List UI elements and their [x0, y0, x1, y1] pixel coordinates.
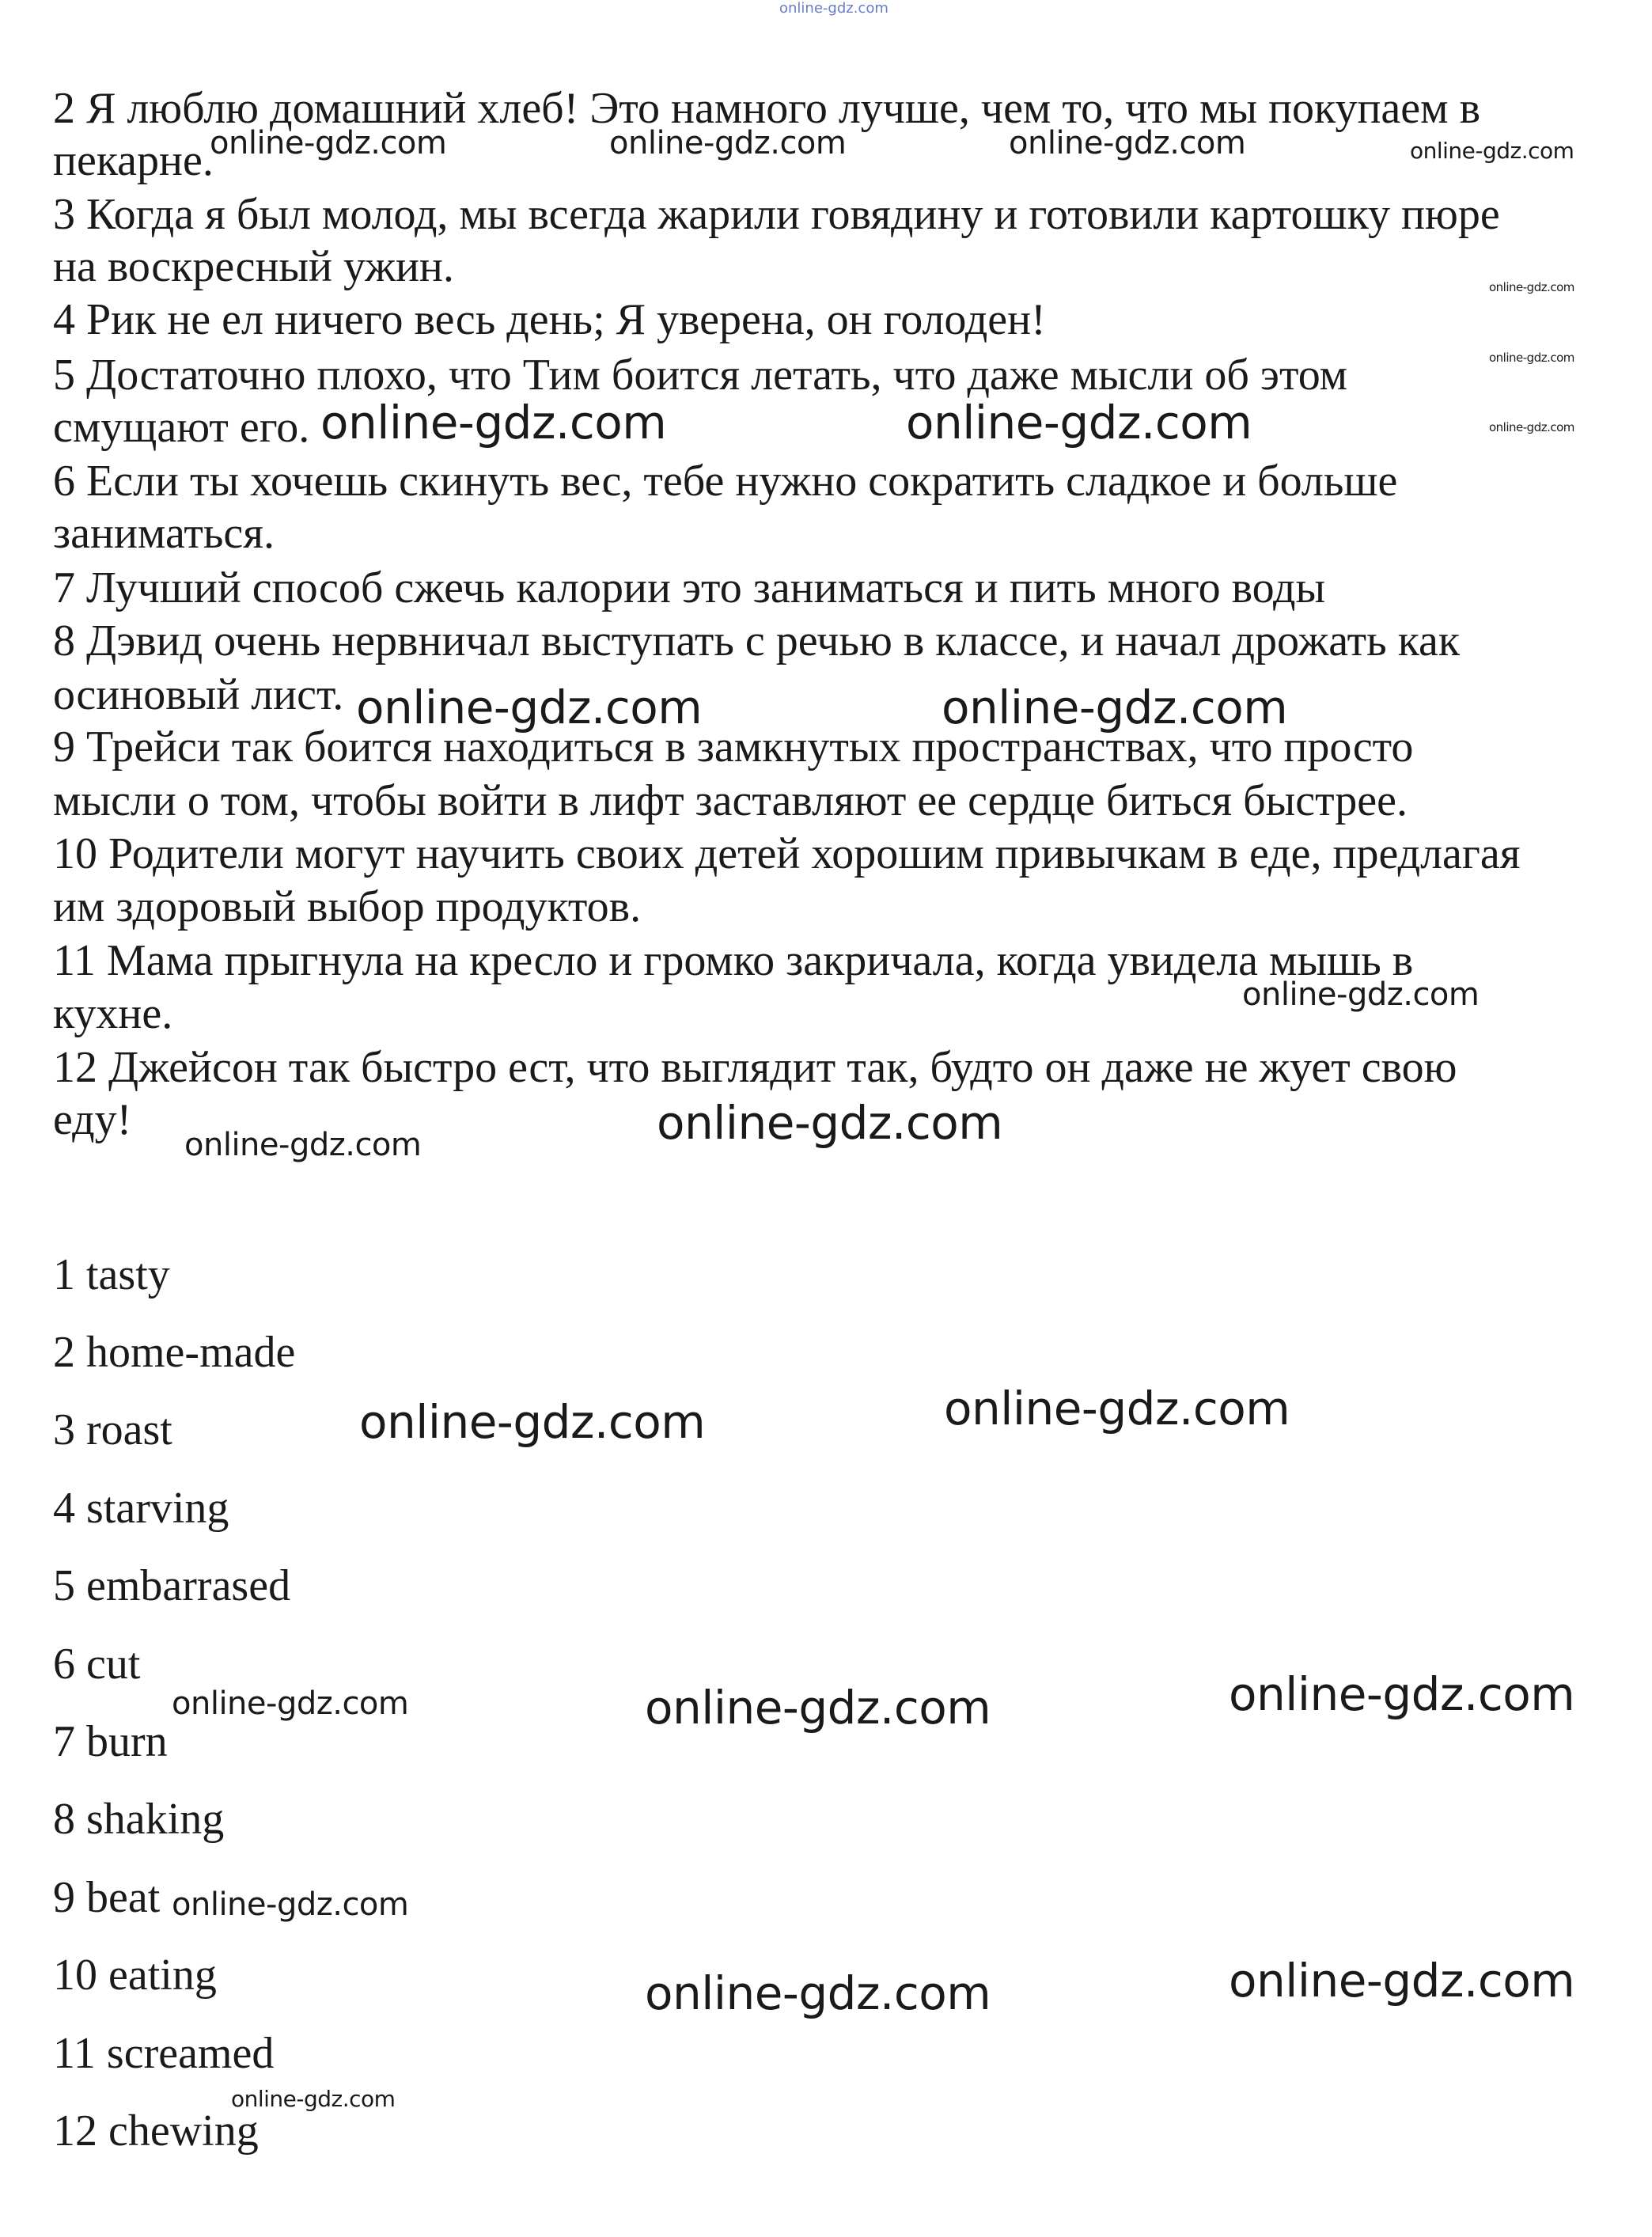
answer-item: 7 burn — [53, 1717, 168, 1766]
translation-line: еду! — [53, 1095, 132, 1144]
answer-item: 9 beat — [53, 1873, 161, 1922]
watermark: online-gdz.com — [1242, 976, 1480, 1013]
watermark: online-gdz.com — [1009, 125, 1246, 161]
answer-item: 1 tasty — [53, 1250, 170, 1299]
watermark: online-gdz.com — [942, 681, 1288, 734]
watermark: online-gdz.com — [609, 125, 847, 161]
translation-line: 7 Лучший способ сжечь калории это заниматься и пить много воды — [53, 563, 1326, 612]
translation-line: им здоровый выбор продуктов. — [53, 882, 642, 931]
watermark: online-gdz.com — [1489, 351, 1574, 365]
answer-item: 6 cut — [53, 1640, 141, 1689]
translation-line: смущают его. — [53, 403, 310, 452]
answer-item: 11 screamed — [53, 2029, 275, 2078]
translation-line: кухне. — [53, 989, 173, 1038]
translation-line: 3 Когда я был молод, мы всегда жарили говядину и готовили картошку пюре — [53, 190, 1500, 239]
translation-line: 12 Джейсон так быстро ест, что выглядит так, будто он даже не жует свою — [53, 1043, 1457, 1092]
translation-line: пекарне. — [53, 136, 214, 185]
answer-item: 2 home-made — [53, 1328, 296, 1377]
watermark: online-gdz.com — [906, 396, 1252, 449]
watermark: online-gdz.com — [645, 1966, 991, 2020]
translation-line: 10 Родители могут научить своих детей хорошим привычкам в еде, предлагая — [53, 829, 1521, 878]
translation-line: 9 Трейси так боится находиться в замкнутых пространствах, что просто — [53, 722, 1414, 772]
answer-item: 8 shaking — [53, 1795, 225, 1844]
translation-line: 4 Рик не ел ничего весь день; Я уверена, он голоден! — [53, 295, 1046, 344]
watermark: online-gdz.com — [172, 1685, 409, 1722]
answer-item: 10 eating — [53, 1951, 217, 2000]
translation-line: 8 Дэвид очень нервничал выступать с речью в классе, и начал дрожать как — [53, 616, 1461, 665]
translation-line: мысли о том, чтобы войти в лифт заставляют ее сердце биться быстрее. — [53, 776, 1408, 825]
translation-line: 11 Мама прыгнула на кресло и громко закричала, когда увидела мышь в — [53, 936, 1414, 985]
header-watermark: online-gdz.com — [779, 0, 889, 17]
translation-line: 2 Я люблю домашний хлеб! Это намного лучше, чем то, что мы покупаем в — [53, 84, 1481, 133]
watermark: online-gdz.com — [320, 396, 667, 449]
watermark: online-gdz.com — [359, 1395, 706, 1449]
watermark: online-gdz.com — [1229, 1667, 1575, 1721]
answer-item: 3 roast — [53, 1405, 172, 1454]
watermark: online-gdz.com — [172, 1886, 409, 1923]
watermark: online-gdz.com — [356, 681, 703, 734]
watermark: online-gdz.com — [944, 1382, 1290, 1435]
watermark: online-gdz.com — [184, 1127, 422, 1163]
answer-item: 4 starving — [53, 1484, 229, 1533]
watermark: online-gdz.com — [1489, 280, 1574, 294]
watermark: online-gdz.com — [1489, 420, 1574, 434]
translation-line: осиновый лист. — [53, 670, 344, 719]
translation-line: 6 Если ты хочешь скинуть вес, тебе нужно сократить сладкое и больше — [53, 457, 1398, 506]
watermark: online-gdz.com — [1229, 1954, 1575, 2008]
answer-item: 12 chewing — [53, 2106, 259, 2155]
watermark: online-gdz.com — [645, 1681, 991, 1735]
translation-line: на воскресный ужин. — [53, 242, 454, 291]
watermark: online-gdz.com — [231, 2086, 396, 2112]
watermark: online-gdz.com — [1410, 138, 1574, 164]
watermark: online-gdz.com — [210, 125, 447, 161]
watermark: online-gdz.com — [657, 1096, 1003, 1150]
translation-line: заниматься. — [53, 509, 275, 558]
answer-item: 5 embarrased — [53, 1561, 291, 1610]
translation-line: 5 Достаточно плохо, что Тим боится летать, что даже мысли об этом — [53, 351, 1348, 400]
